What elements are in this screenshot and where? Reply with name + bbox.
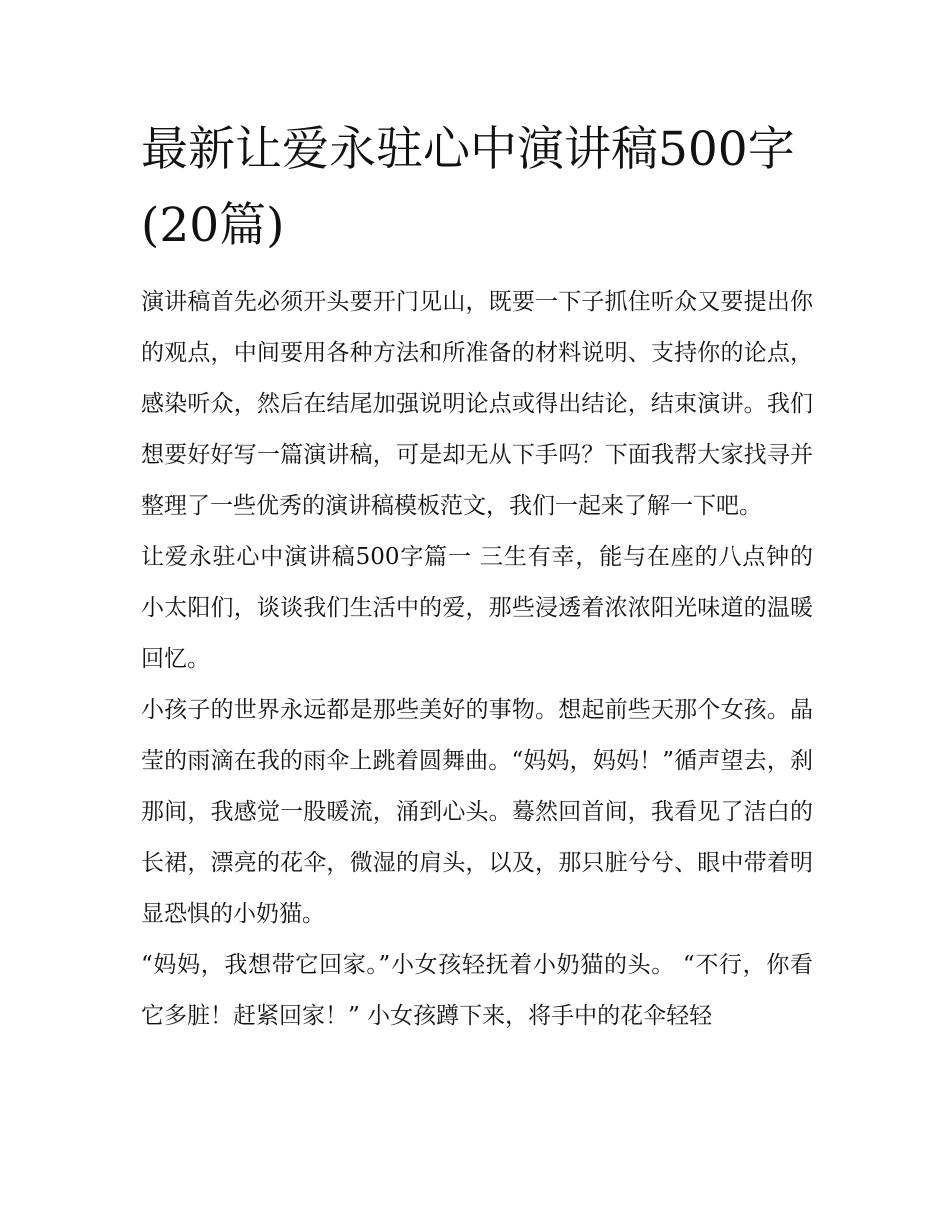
paragraph-speech-one-opening: 让爱永驻心中演讲稿500字篇一 三生有幸，能与在座的八点钟的小太阳们，谈谈我们生活中的爱，那些浸透着浓浓阳光味道的温暖回忆。 [141,544,813,672]
document-page [141,112,813,1042]
document-body [141,277,813,1042]
paragraph-intro: 演讲稿首先必须开头要开门见山，既要一下子抓住听众又要提出你的观点，中间要用各种方法和所准备的材料说明、支持你的论点，感染听众，然后在结尾加强说明论点或得出结论，结束演讲。我们想要好好写一篇演讲稿，可是却无从下手吗？下面我帮大家找寻并整理了一些优秀的演讲稿模板范文，我们一起来了解一下吧。 [141,289,813,519]
paragraph-little-girl-story: 小孩子的世界永远都是那些美好的事物。想起前些天那个女孩。晶莹的雨滴在我的雨伞上跳着圆舞曲。“妈妈，妈妈！”循声望去，刹那间，我感觉一股暖流，涌到心头。蓦然回首间，我看见了洁白的长裙，漂亮的花伞，微湿的肩头，以及，那只脏兮兮、眼中带着明显恐惧的小奶猫。 [141,697,813,927]
document-title: 最新让爱永驻心中演讲稿500字(20篇) [141,122,795,253]
paragraph-dialogue: “妈妈，我想带它回家。”小女孩轻抚着小奶猫的头。 “不行，你看它多脏！赶紧回家！” 小女孩蹲下来，将手中的花伞轻轻 [141,952,813,1029]
